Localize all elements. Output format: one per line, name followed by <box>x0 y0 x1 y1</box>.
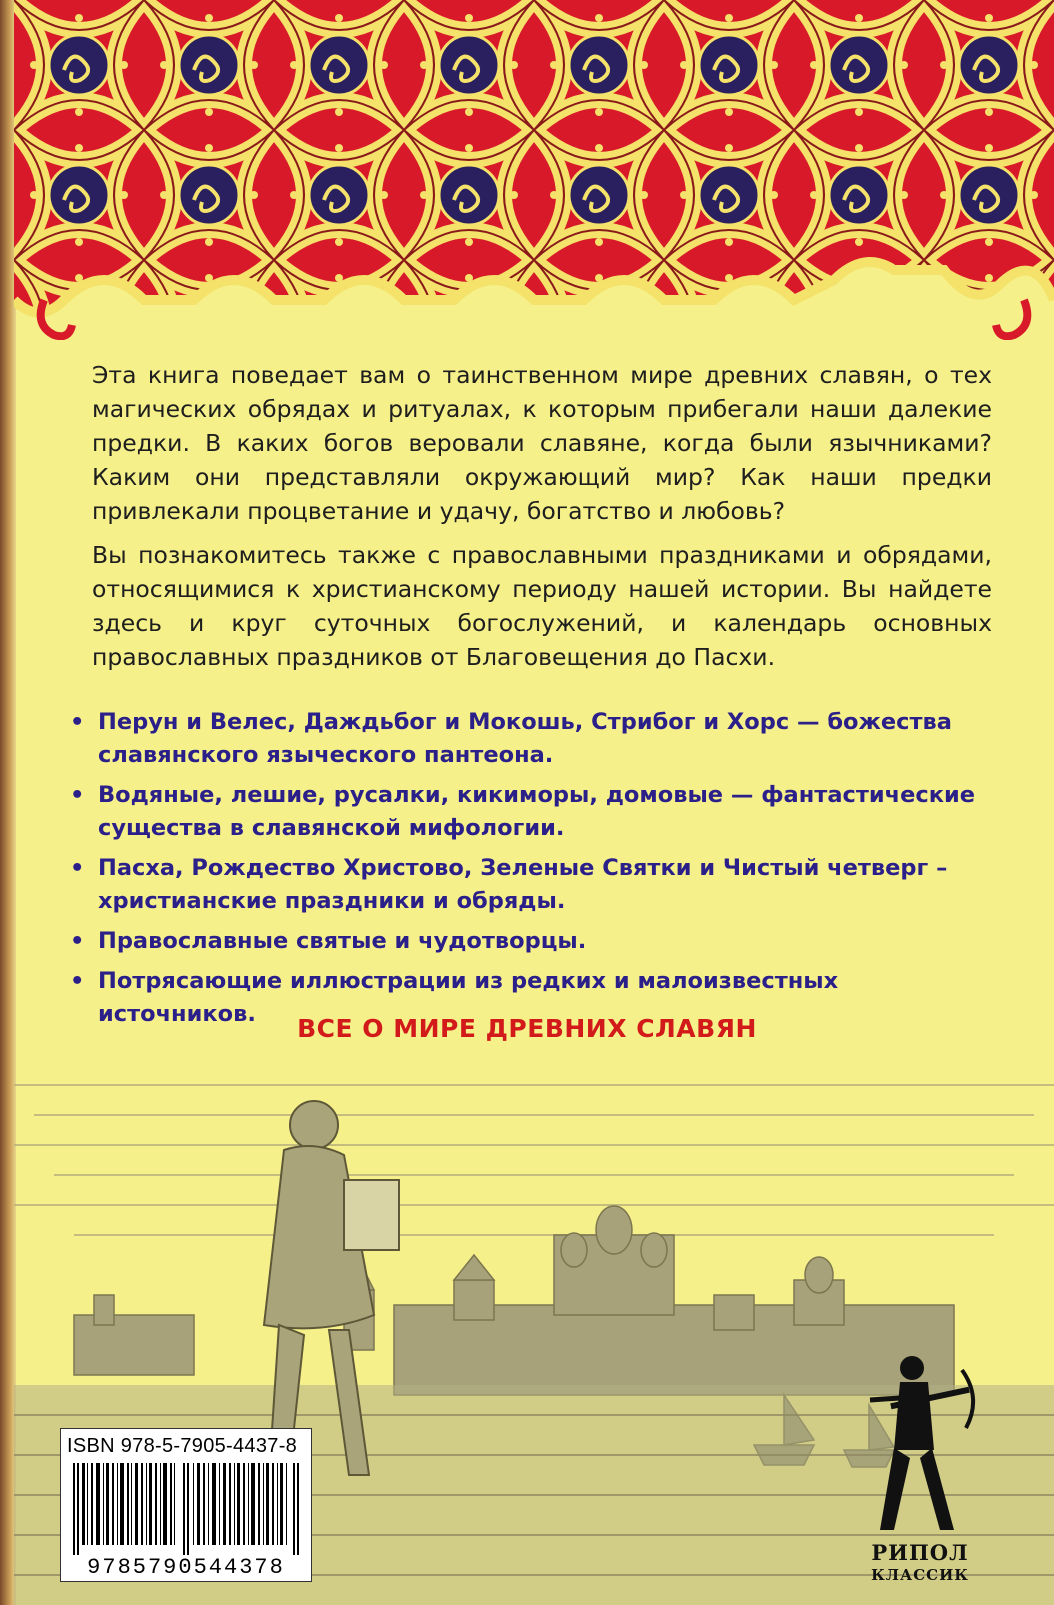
description-paragraph-1: Эта книга поведает вам о таинственном мире древних славян, о тех магических обрядах и ритуалах, к которым прибегали наши далекие предки. В каких богов веровали славяне, когда были язычниками? Каким они представляли окружающий мир? Как наши предки привлекали процветание и удачу, богатство и любовь? <box>92 361 992 525</box>
interlace-ornament-banner <box>14 0 1054 340</box>
publisher-name: РИПОЛ <box>871 1540 969 1565</box>
isbn-number: ISBN 978-5-7905-4437-8 <box>67 1435 298 1457</box>
crossbowman-icon <box>850 1340 990 1540</box>
barcode-graphic <box>73 1463 299 1555</box>
publisher-subname: КЛАССИК <box>871 1566 969 1584</box>
feature-item-saints: • Православные святые и чудотворцы. <box>70 925 1000 958</box>
feature-item-illustrations: • Потрясающие иллюстрации из редких и малоизвестных источников. <box>70 965 1000 1031</box>
description-paragraph-2: Вы познакомитесь также с православными праздниками и обрядами, относящимися к христианскому периоду нашей истории. Вы найдете здесь и круг суточных богослужений, и календарь основных православных праздников от Благовещения до Пасхи. <box>92 541 992 671</box>
cover-slogan: ВСЕ О МИРЕ ДРЕВНИХ СЛАВЯН <box>297 1014 757 1043</box>
isbn-barcode-block <box>60 1428 312 1582</box>
feature-item-creatures: • Водяные, лешие, русалки, кикиморы, домовые — фантастические существа в славянской мифологии. <box>70 779 1000 845</box>
publisher-logo <box>850 1340 990 1590</box>
feature-item-pantheon: • Перун и Велес, Даждьбог и Мокошь, Стрибог и Хорс — божества славянского языческого пантеона. <box>70 706 1000 772</box>
description-text <box>92 358 992 684</box>
feature-list <box>70 706 1000 1038</box>
feature-item-holidays: • Пасха, Рождество Христово, Зеленые Святки и Чистый четверг – христианские праздники и обряды. <box>70 852 1000 918</box>
barcode-digits: 9785790544378 <box>87 1555 285 1580</box>
